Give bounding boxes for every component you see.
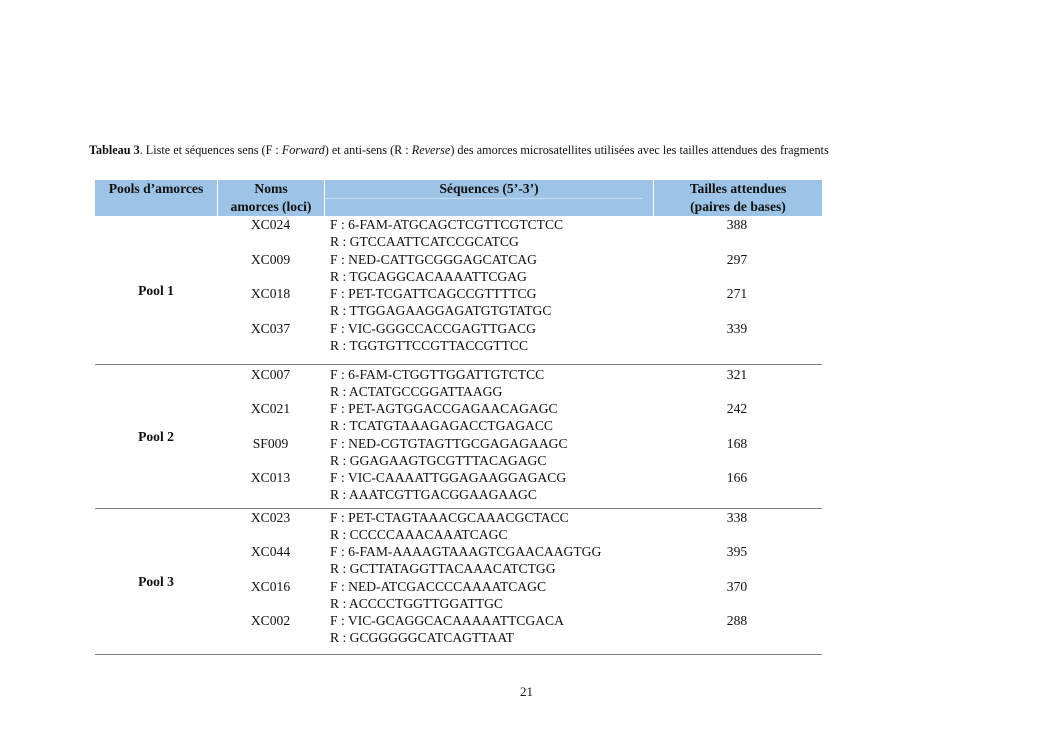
locus-name: XC007 (250, 367, 291, 382)
locus-name: XC024 (250, 217, 291, 232)
header-tailles (654, 180, 822, 216)
expected-size: 339 (726, 321, 748, 336)
locus-name: XC018 (250, 286, 291, 301)
pool-name: Pool 1 (138, 283, 174, 298)
forward-sequence: F : PET-TCGATTCAGCCGTTTTCG (330, 286, 537, 301)
reverse-sequence: R : GCGGGGGCATCAGTTAAT (330, 630, 514, 645)
pool-group (95, 216, 822, 365)
reverse-sequence: R : TGGTGTTCCGTTACCGTTCC (330, 338, 529, 353)
header-noms-line1: Noms (254, 181, 288, 196)
reverse-sequence: R : AAATCGTTGACGGAAGAAGC (330, 487, 537, 502)
table-row (95, 612, 822, 647)
forward-sequence: F : PET-AGTGGACCGAGAACAGAGC (330, 401, 558, 416)
page-number: 21 (520, 684, 533, 699)
primer-table (95, 180, 822, 655)
forward-sequence: F : 6-FAM-AAAAGTAAAGTCGAACAAGTGG (330, 544, 602, 559)
locus-name: XC023 (250, 510, 291, 525)
forward-sequence: F : NED-CATTGCGGGAGCATCAG (330, 252, 537, 267)
table-row (95, 216, 822, 251)
expected-size: 370 (726, 579, 748, 594)
pool-name: Pool 2 (138, 429, 174, 444)
expected-size: 288 (726, 613, 748, 628)
expected-size: 166 (726, 470, 748, 485)
expected-size: 242 (726, 401, 748, 416)
header-sequences-rule (325, 198, 642, 199)
table-row (95, 251, 822, 286)
locus-name: XC044 (250, 544, 291, 559)
table-row (95, 400, 822, 435)
reverse-sequence: R : GGAGAAGTGCGTTTACAGAGC (330, 453, 547, 468)
reverse-sequence: R : TCATGTAAAGAGACCTGAGACC (330, 418, 553, 433)
table-caption (89, 143, 829, 158)
reverse-sequence: R : ACCCCTGGTTGGATTGC (330, 596, 503, 611)
table-row (95, 578, 822, 613)
locus-name: XC002 (250, 613, 291, 628)
forward-sequence: F : 6-FAM-ATGCAGCTCGTTCGTCTCC (330, 217, 564, 232)
header-pools: Pools d’amorces (108, 181, 204, 196)
forward-sequence: F : NED-ATCGACCCCAAAATCAGC (330, 579, 547, 594)
reverse-sequence: R : GTCCAATTCATCCGCATCG (330, 234, 519, 249)
header-tailles-line1: Tailles attendues (689, 181, 787, 196)
caption-text-2: ) et anti-sens (R : (324, 143, 412, 157)
locus-name: XC013 (250, 470, 291, 485)
table-row (95, 435, 822, 470)
locus-name: SF009 (252, 436, 289, 451)
forward-sequence: F : VIC-GCAGGCACAAAAATTCGACA (330, 613, 564, 628)
table-row (95, 285, 822, 320)
caption-forward: Forward (281, 143, 325, 157)
forward-sequence: F : PET-CTAGTAAACGCAAACGCTACC (330, 510, 569, 525)
forward-sequence: F : 6-FAM-CTGGTTGGATTGTCTCC (330, 367, 545, 382)
expected-size: 297 (726, 252, 748, 267)
forward-sequence: F : VIC-CAAAATTGGAGAAGGAGACG (330, 470, 567, 485)
locus-name: XC009 (250, 252, 291, 267)
reverse-sequence: R : GCTTATAGGTTACAAACATCTGG (330, 561, 556, 576)
locus-name: XC021 (250, 401, 291, 416)
expected-size: 271 (726, 286, 748, 301)
expected-size: 395 (726, 544, 748, 559)
header-noms-line2: amorces (loci) (230, 199, 312, 214)
reverse-sequence: R : CCCCCAAACAAATCAGC (330, 527, 508, 542)
locus-name: XC037 (250, 321, 291, 336)
caption-reverse: Reverse (411, 143, 451, 157)
table-row (95, 469, 822, 504)
caption-text-1: . Liste et séquences sens (F : (139, 143, 282, 157)
table-row (95, 366, 822, 401)
reverse-sequence: R : TTGGAGAAGGAGATGTGTATGC (330, 303, 552, 318)
table-row (95, 509, 822, 544)
header-tailles-line2: (paires de bases) (690, 199, 786, 214)
pool-group (95, 365, 822, 509)
forward-sequence: F : NED-CGTGTAGTTGCGAGAGAAGC (330, 436, 568, 451)
forward-sequence: F : VIC-GGGCCACCGAGTTGACG (330, 321, 536, 336)
table-row (95, 543, 822, 578)
expected-size: 321 (726, 367, 748, 382)
reverse-sequence: R : ACTATGCCGGATTAAGG (330, 384, 503, 399)
expected-size: 388 (726, 217, 748, 232)
reverse-sequence: R : TGCAGGCACAAAATTCGAG (330, 269, 527, 284)
expected-size: 338 (726, 510, 748, 525)
table-row (95, 320, 822, 355)
locus-name: XC016 (250, 579, 291, 594)
table-header (95, 180, 822, 216)
expected-size: 168 (726, 436, 748, 451)
caption-text-3: ) des amorces microsatellites utilisées avec les tailles attendues des fragments (450, 143, 829, 157)
caption-label: Tableau 3 (89, 143, 140, 157)
header-noms (218, 180, 324, 216)
pool-name: Pool 3 (138, 574, 174, 589)
header-sequences: Séquences (5’-3’) (439, 181, 539, 196)
pool-group (95, 509, 822, 655)
